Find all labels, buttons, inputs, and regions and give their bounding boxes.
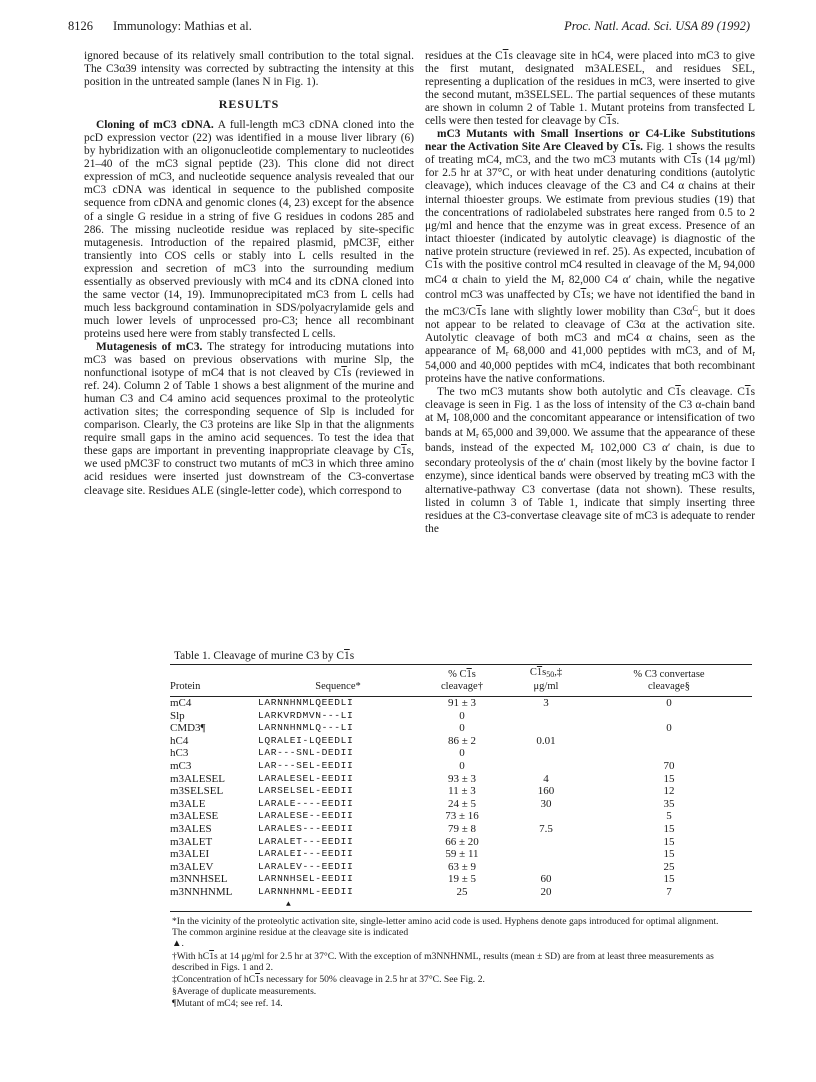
text-span: cleavage† [441,681,483,692]
text-span: % C [448,669,467,680]
cell-convertase: 70 [663,759,675,772]
text-span: s [542,667,547,678]
cell-protein: m3ALEI [170,848,210,861]
cell-protein: m3ALE [170,797,206,810]
text-span: The strategy for introducing mutations into mC3 was based on previous observations with murine Slp, the nonfunctional isotype of mC4 that is not cleaved by C [84,340,414,380]
overline-one: 1 [580,288,587,301]
text-span: s cleavage. C [680,386,745,399]
overline-one: 1 [691,154,697,167]
table-footnotes [172,916,732,1011]
paragraph-continued: ignored because of its relatively small contribution to the total signal. The C3α39 intensity was corrected by subtracting the intensity at this position in the untreated sample (lanes N in Fig. 1). [84,50,414,89]
cell-sequence: LARALEV---EEDII [258,860,354,872]
subscript-r: r [561,277,565,287]
text-span: †With hC [172,950,210,962]
subscript-50: 50 [546,670,555,679]
cell-cleavage: 0 [459,709,465,722]
cell-cleavage: 11 ± 3 [448,785,476,798]
text-span: 65,000 and 39,000. We assume that the appearance of these bands, instead of the expected M [425,427,755,455]
text-span: cleavage§ [648,681,690,692]
table-row [170,848,752,861]
text-span: s with the positive control mC4 resulted in cleavage of the M [438,258,719,271]
header-protein: Protein [170,681,201,692]
text-span: s cleavage is seen in Fig. 1 as the loss of intensity of the C3 α-chain band at M [425,386,755,425]
overline-one: 1 [432,258,439,271]
table-row [170,735,752,748]
cell-sequence: LAR---SNL-DEDII [258,747,354,759]
overline-one: 1 [630,141,636,154]
cell-convertase: 0 [666,697,672,709]
text-span: 94,000 mC4 α chain to yield the M [425,258,756,286]
cell-c50 [506,722,586,735]
overline-one: 1 [476,305,482,318]
cell-sequence: LQRALEI-LQEEDLI [258,734,354,746]
paragraph-small-insertions [425,128,755,386]
cell-protein: mC4 [170,697,192,709]
text-span: s lane with slightly lower mobility than C3α [481,305,693,318]
cell-cleavage: 25 [456,885,468,898]
cell-c50 [506,810,586,823]
text-span: , but it does not appear to be related to cleavage of C3α at the activation site. Autolytic cleavage of both mC3 and mC4 α chains, seen as the appearance of M [425,305,756,358]
cell-protein: Slp [170,709,185,722]
cell-cleavage: 86 ± 2 [447,734,477,747]
text-span: residues at the C [425,50,503,62]
overline-one: 1 [536,667,543,678]
table-row [170,836,752,849]
cell-sequence: LARSELSEL-EEDII [258,785,354,797]
overline-one: 1 [606,115,612,128]
paragraph-cloning [84,119,414,341]
subscript-r: r [752,349,756,359]
overline-one: 1 [466,669,472,680]
cloning-title: Cloning of mC3 cDNA. [96,119,214,132]
cell-cleavage: 73 ± 16 [445,810,479,823]
footnote-dagger [172,951,732,973]
cell-cleavage: 79 ± 8 [447,822,477,835]
superscript-c: C [692,303,698,313]
text-span: s. [611,115,620,128]
cell-c50 [506,710,586,723]
subscript-r: r [476,431,479,441]
cell-c50: 160 [537,785,555,798]
running-head: Immunology: Mathias et al. [113,19,252,33]
cell-convertase: 15 [663,873,675,886]
text-span: s at 14 μg/ml for 2.5 hr at 37°C. With the exception of m3NNHNML, results (mean ± SD) are from at least three measurements as described in Figs. 1 and 2. [172,950,714,973]
cell-cleavage: 0 [459,759,465,772]
text-span: C [529,667,537,678]
cell-protein: m3ALESE [170,810,219,823]
cleavage-site-arrow-icon [258,899,418,912]
cell-c50 [506,848,586,861]
cell-sequence: LAR---SEL-EEDII [258,759,354,771]
paragraph-mutagenesis [84,341,414,498]
text-span: 68,000 and 41,000 peptides with mC3, and of M [508,345,753,358]
text-span: % C3 convertase [633,669,705,680]
text-span: Fig. 1 shows the results of treating mC4, mC3, and the two mC3 mutants with C [425,141,755,167]
cell-sequence: LARNNHNMLQ---LI [258,722,354,734]
table-row [170,722,752,735]
cell-cleavage: 91 ± 3 [447,697,477,709]
footnote-star [172,916,732,950]
table-row [170,810,752,823]
subscript-r: r [505,349,509,359]
overline-one: 1 [255,974,260,986]
cell-convertase: 15 [663,822,675,835]
overline-one: 1 [502,50,509,62]
results-heading: RESULTS [218,97,280,112]
arrow-row [170,899,752,912]
cell-sequence: LARNNHNML-EEDII [258,885,354,897]
table-header-row [170,665,752,697]
header-c50 [506,665,586,697]
cell-c50 [506,747,586,760]
cell-cleavage: 24 ± 5 [447,797,477,810]
text-span: mC3 Mutants with Small Insertions or C4-Like Substitutions near the Activation Site Are Cleaved by C [425,128,755,154]
cell-cleavage: 0 [459,722,465,735]
cleavage-table [170,664,752,912]
cell-c50: 0.01 [536,734,556,747]
cell-convertase [586,735,752,748]
cell-protein: m3ALEV [170,860,214,873]
header-sequence: Sequence* [315,681,361,692]
cell-sequence: LARALESEL-EEDII [258,772,354,784]
text-span: 108,000 and the concomitant appearance or intensification of two bands at M [425,412,755,440]
cell-c50 [506,861,586,874]
text-span: 102,000 C3 α′ chain, is due to secondary proteolysis of the α′ chain (most likely by the bovine factor I enzyme), since identical bands were observed by treating mC3 with the alternative-pathway C3 convertase (data not shown). These results, listed in column 3 of Table 1, indicate that simply inserting three residues at the C3-convertase cleavage site of mC3 is adequate to render the [425,442,755,535]
table-row [170,747,752,760]
overline-one: 1 [344,650,350,662]
cell-convertase: 35 [663,797,675,810]
text-span: Table 1. Cleavage of murine C3 by C [174,650,345,662]
cell-cleavage: 59 ± 11 [445,848,479,861]
cell-convertase: 0 [666,722,672,735]
paragraph-mutants [425,50,755,128]
arrow-spacer [418,899,752,912]
subscript-r: r [590,446,594,456]
cell-protein: m3NNHSEL [170,873,228,886]
overline-one: 1 [744,386,751,399]
overline-one: 1 [401,445,407,458]
table-row [170,697,752,710]
text-span: s [471,669,476,680]
header-cleavage [418,665,506,697]
cell-protein: hC4 [170,734,189,747]
cell-convertase: 5 [666,810,672,823]
right-column [425,50,755,536]
cell-sequence: LARALES---EEDII [258,822,354,834]
text-span: s. [635,141,643,154]
page-number: 8126 [68,19,93,33]
cell-cleavage: 19 ± 5 [447,873,477,886]
text-span: s cleavage site in hC4, were placed into mC3 to give the first mutant, designated m3ALESEL, and residues SEL, representing a duplication of the residues in mC3, were inserted to give the second mutant, m3SELSEL. The partial sequences of these mutants are shown in column 2 of Table 1. Mutant proteins from transfected L cells were then tested for cleavage by C [425,50,755,128]
text-span: s; we have not identified the band in the mC3/C [425,288,755,318]
cell-protein: mC3 [170,759,192,772]
cell-sequence: LARNNHSEL-EEDII [258,873,354,885]
subscript-r: r [446,416,450,426]
overline-one: 1 [341,367,348,380]
left-column [84,50,414,498]
cell-convertase [586,747,752,760]
arrow-glyph: ▲ [286,900,292,910]
table-row [170,773,752,786]
text-span: *In the vicinity of the proteolytic activation site, single-letter amino acid code is used. Hyphens denote gaps introduced for optimal alignment. The common arginine residue at the cleavage site is indicated [172,916,719,939]
table-row [170,873,752,886]
cell-convertase: 25 [663,860,675,873]
cell-sequence: LARNNHNMLQEEDLI [258,697,354,708]
subscript-r: r [718,262,721,272]
cloning-body: A full-length mC3 cDNA cloned into the pcD expression vector (22) was identified in a mouse liver library (6) by hybridization with an oligonucleotide complementary to nucleotides 21–40 of the mC3 signal peptide (23). This clone did not direct expression of mC3, and nucleotide sequence analysis revealed that our mC3 cDNA was identical in sequence to the published composite sequence from cDNA and genomic clones (4, 23) except for the absence of a single G residue in a string of five G residues in codons 285 and 286. The missing nucleotide residue was replaced by site-specific mutagenesis. Introduction of the repaired plasmid, pMC3F, either transiently into COS cells or stably into L cells resulted in the expression and secretion of mC3 into the surrounding medium essentially as observed previously with mC4 and its cDNA cloned into the same vector (14, 19). Immunoprecipitated mC3 from L cells had much less background contamination in SDS/polyacrylamide gels and much lower levels of unprocessed pro-C3; hence all recombinant proteins used here were from stably transfected L cells. [84,119,415,340]
table-row [170,886,752,899]
cell-convertase [586,710,752,723]
text-span: The two mC3 mutants show both autolytic and C [437,386,676,399]
mutagenesis-title: Mutagenesis of mC3. [96,340,203,353]
table-row [170,861,752,874]
cell-c50: 4 [543,772,549,785]
cell-c50 [506,836,586,849]
cell-convertase: 15 [663,835,675,848]
text-span: μg/ml [533,681,559,692]
cell-protein: m3ALESEL [170,772,225,785]
cell-convertase: 15 [663,848,675,861]
text-span: 82,000 C4 α′ chain, while the negative control mC3 was unaffected by C [425,273,755,301]
text-span: s (14 μg/ml) for 2.5 hr at 37°C, or with heat under denaturing conditions (autolytic cleavage), which induces cleavage of the C3 and C4 α chains at their internal thioester groups. We estimate from previous studies (19) that the concentrations of radiolabeled substrates here ranged from 0.5 to 2 μg/ml and hence that the enzyme was in great excess. Presence of an intact thioester (indicated by autolytic cleavage) is diagnostic of the native protein structure (reviewed in ref. 25). As expected, incubation of C [425,154,755,271]
cell-sequence: LARALEI---EEDII [258,848,354,860]
cell-c50 [506,760,586,773]
overline-one: 1 [209,950,214,962]
cell-protein: m3SELSEL [170,785,224,798]
cell-convertase: 12 [663,785,675,798]
cell-convertase: 7 [666,885,672,898]
cell-cleavage: 63 ± 9 [447,860,477,873]
arrow-spacer [170,899,258,912]
cell-sequence: LARALET---EEDII [258,835,354,847]
cell-cleavage: 93 ± 3 [447,772,477,785]
cell-protein: hC3 [170,747,189,760]
footnote-double-dagger [172,974,732,985]
text-span: ‡Concentration of hC [172,974,256,986]
text-span: s [349,650,355,662]
text-span: ▲. [172,938,184,950]
table-body [170,697,752,912]
cell-protein: m3ALES [170,822,212,835]
text-span: s necessary for 50% cleavage in 2.5 hr at 37°C. See Fig. 2. [259,974,485,986]
cell-sequence: LARKVRDMVN---LI [258,709,354,721]
header-convertase [586,665,752,697]
table-row [170,823,752,836]
text-span: s, we used pMC3F to construct two mutants of mC3 in which three amino acid residues were inserted just downstream of the C3-convertase cleavage site. Residues ALE (single-letter code), which correspond to [84,445,414,497]
cell-cleavage: 66 ± 20 [445,835,479,848]
footnote-pilcrow: ¶Mutant of mC4; see ref. 14. [172,998,283,1010]
cell-cleavage: 0 [459,747,465,760]
overline-one: 1 [675,386,681,399]
table-row [170,785,752,798]
cell-c50: 3 [543,697,549,709]
text-span: ,‡ [554,667,563,678]
text-span: 54,000 and 40,000 peptides with mC4, indicates that both recombinant proteins have the native conformations. [425,360,755,386]
cell-sequence: LARALE----EEDII [258,797,354,809]
table-row [170,760,752,773]
cell-c50: 60 [540,873,552,886]
table-row [170,798,752,811]
paragraph-two-mutants [425,386,755,536]
table-caption [174,650,354,662]
cell-c50: 20 [540,885,552,898]
cell-protein: m3ALET [170,835,213,848]
cell-sequence: LARALESE--EEDII [258,810,354,822]
cell-c50: 7.5 [539,822,553,835]
cell-c50: 30 [540,797,552,810]
cell-protein: m3NNHNML [170,885,233,898]
cell-protein: CMD3¶ [170,722,206,735]
text-span: s (reviewed in ref. 24). Column 2 of Table 1 shows a best alignment of the murine and human C3 and C4 amino acid sequences proximal to the proteolytic activation sites; the corresponding sequence of Slp is included for comparison. Clearly, the C3 proteins are like Slp in that the alignments require small gaps in the amino acid sequences. To test the idea that these gaps are important in preventing inappropriate cleavage by C [84,367,414,458]
cell-convertase: 15 [663,772,675,785]
page-header [68,19,750,35]
footnote-section: §Average of duplicate measurements. [172,986,317,998]
journal-citation: Proc. Natl. Acad. Sci. USA 89 (1992) [564,19,750,33]
table-row [170,710,752,723]
